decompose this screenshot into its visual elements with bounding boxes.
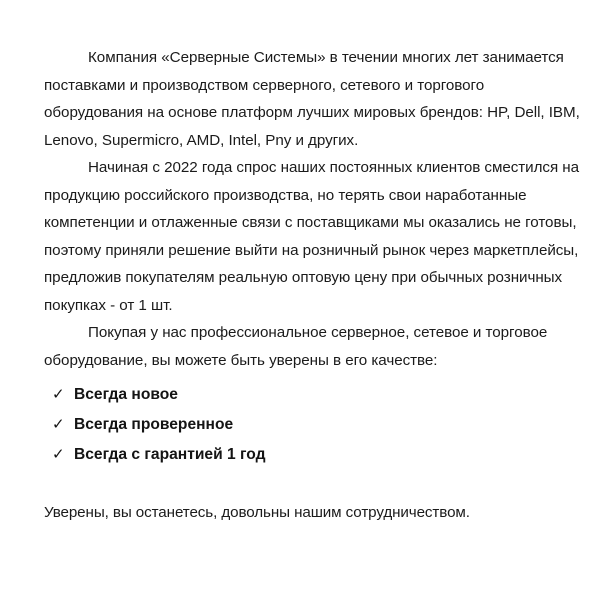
check-icon: ✓ (52, 446, 65, 463)
quality-checklist (44, 380, 584, 470)
list-item-label: Всегда новое (74, 386, 178, 403)
check-icon: ✓ (52, 416, 65, 433)
list-item (52, 380, 584, 410)
list-item (52, 440, 584, 470)
paragraph-closing: Уверены, вы останетесь, довольны нашим сотрудничеством. (44, 504, 470, 521)
list-item-label: Всегда проверенное (74, 416, 234, 433)
paragraph-company-intro: Компания «Серверные Системы» в течении многих лет занимается поставками и производством серверного, сетевого и торгового оборудования на основе платформ лучших мировых брендов: HP, Dell, IBM, Lenovo, Supermicro, AMD, Intel, Pny и других. (44, 49, 580, 149)
paragraph-market-shift: Начиная с 2022 года спрос наших постоянных клиентов сместился на продукцию российского производства, но терять свои наработанные компетенции и отлаженные связи с поставщиками мы оказались не готовы, поэтому приняли решение выйти на розничный рынок через маркетплейсы, предложив покупателям реальную оптовую цену при обычных розничных покупках - от 1 шт. (44, 159, 580, 314)
document-body (44, 44, 584, 526)
check-icon: ✓ (52, 386, 65, 403)
paragraph-quality-intro: Покупая у нас профессиональное серверное, сетевое и торговое оборудование, вы можете быть уверены в его качестве: (44, 324, 548, 369)
list-item (52, 410, 584, 440)
list-item-label: Всегда с гарантией 1 год (74, 446, 266, 463)
